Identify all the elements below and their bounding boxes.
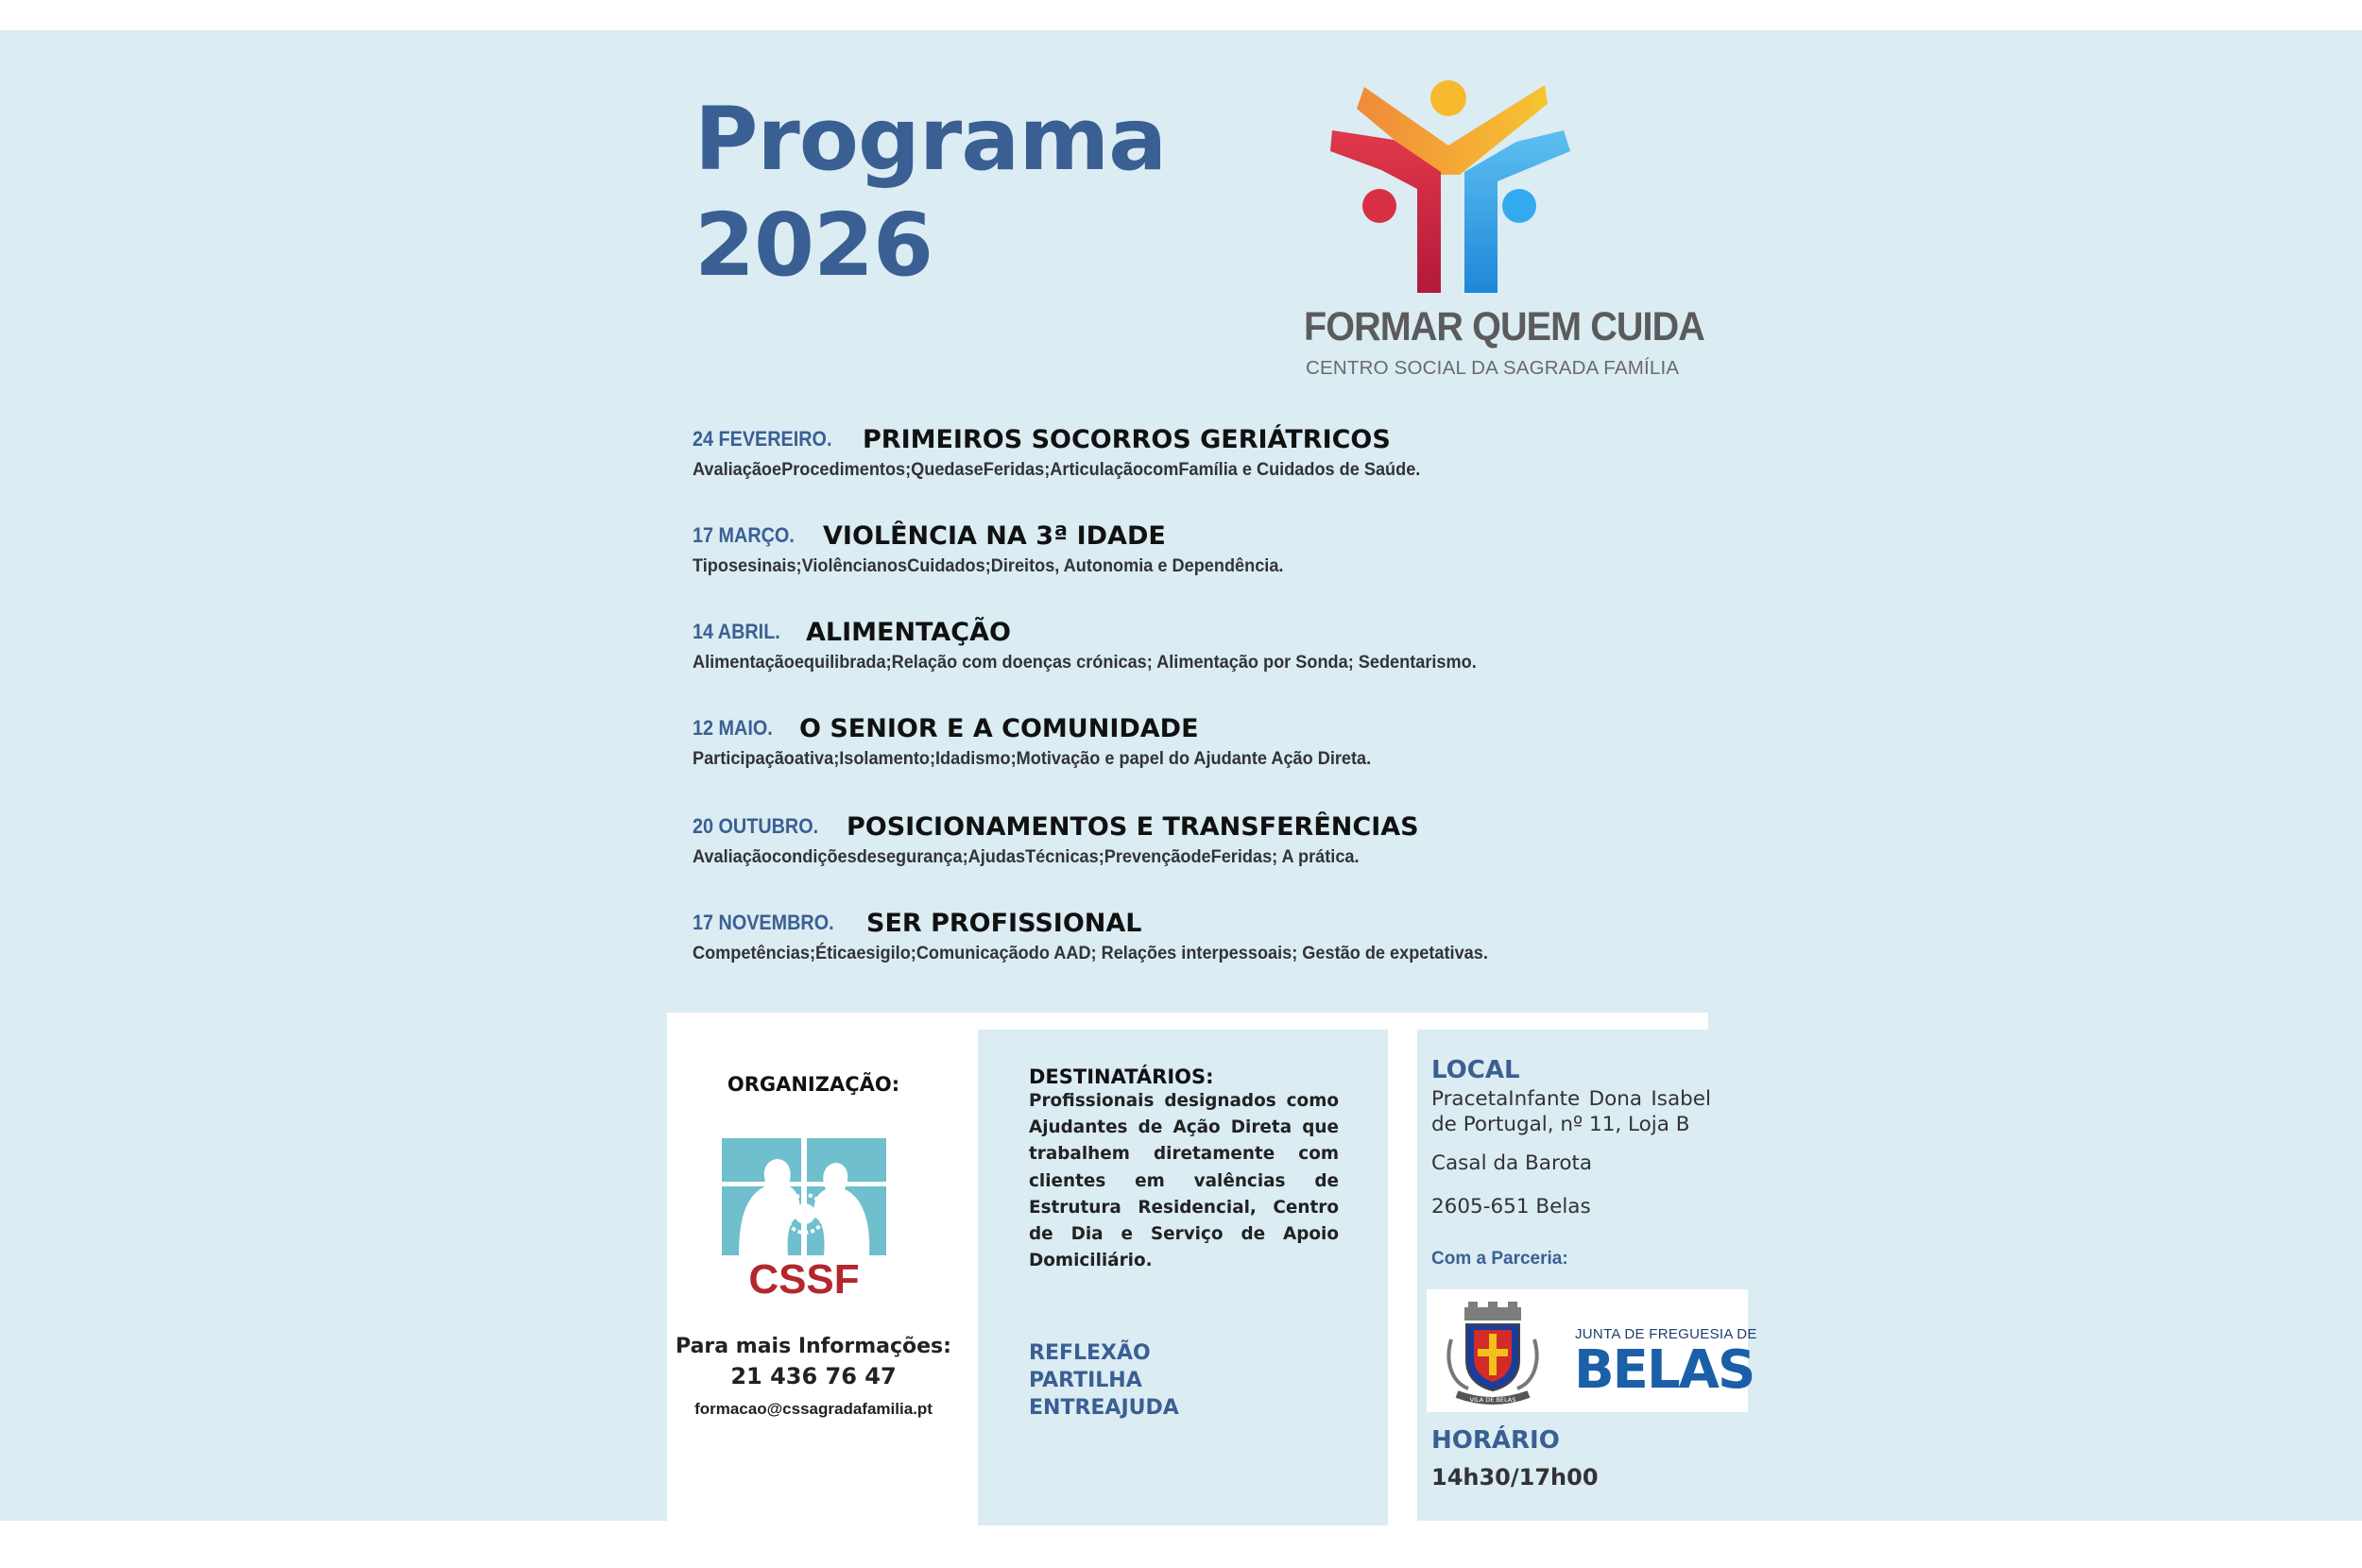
organization-label: ORGANIZAÇÃO: bbox=[727, 1073, 900, 1096]
value-item: REFLEXÃO bbox=[1029, 1341, 1151, 1365]
location-address: PracetaInfante Dona Isabel de Portugal, nº 11, Loja B bbox=[1431, 1087, 1711, 1136]
title-line-2: 2026 bbox=[694, 195, 933, 296]
event-title: ALIMENTAÇÃO bbox=[806, 618, 1011, 647]
event-title: O SENIOR E A COMUNIDADE bbox=[799, 714, 1199, 743]
event-item bbox=[693, 899, 1826, 975]
logo-name: FORMAR QUEM CUIDA bbox=[1304, 304, 1704, 349]
event-date: 14 ABRIL. bbox=[693, 620, 780, 643]
schedule-label: HORÁRIO bbox=[1431, 1426, 1560, 1455]
phone-number[interactable]: 21 436 76 47 bbox=[730, 1363, 897, 1389]
event-item bbox=[693, 416, 1826, 491]
event-date: 12 MAIO. bbox=[693, 716, 773, 740]
schedule-time: 14h30/17h00 bbox=[1431, 1464, 1599, 1491]
email-link[interactable]: formacao@cssagradafamilia.pt bbox=[694, 1400, 933, 1418]
event-date: 20 OUTUBRO. bbox=[693, 814, 819, 838]
value-item: PARTILHA bbox=[1029, 1369, 1142, 1392]
page-title bbox=[694, 87, 1166, 298]
logo-red-head-icon bbox=[1362, 189, 1396, 223]
belas-crest-icon bbox=[1444, 1302, 1542, 1407]
location-area: Casal da Barota bbox=[1431, 1151, 1593, 1175]
event-date: 17 MARÇO. bbox=[693, 523, 795, 547]
event-title: POSICIONAMENTOS E TRANSFERÊNCIAS bbox=[847, 812, 1419, 842]
partner-name-small: JUNTA DE FREGUESIA DE bbox=[1575, 1326, 1757, 1342]
location-label: LOCAL bbox=[1431, 1056, 1520, 1084]
event-item bbox=[693, 512, 1826, 588]
logo-blue-head-icon bbox=[1502, 189, 1536, 223]
location-postcode: 2605-651 Belas bbox=[1431, 1195, 1591, 1219]
logo-head-icon bbox=[1430, 80, 1466, 116]
event-date: 17 NOVEMBRO. bbox=[693, 911, 834, 934]
event-date: 24 FEVEREIRO. bbox=[693, 427, 832, 451]
cssf-logo bbox=[720, 1138, 888, 1299]
event-item bbox=[693, 803, 1826, 878]
cssf-logo-text: CSSF bbox=[748, 1256, 860, 1299]
event-topics: Competências;Éticaesigilo;Comunicaçãodo AAD; Relações interpessoais; Gestão de expetativas. bbox=[693, 943, 1488, 963]
audience-text: Profissionais designados como Ajudantes de Ação Direta que trabalhem diretamente com clientes em valências de Estrutura Residencial, Centro de Dia e Serviço de Apoio Domiciliário. bbox=[1029, 1091, 1339, 1271]
event-topics: Tiposesinais;ViolêncianosCuidados;Direitos, Autonomia e Dependência. bbox=[693, 555, 1284, 576]
more-info-label: Para mais Informações: bbox=[676, 1335, 951, 1358]
partner-name-big: BELAS bbox=[1574, 1339, 1754, 1401]
logo-subtitle: CENTRO SOCIAL DA SAGRADA FAMÍLIA bbox=[1306, 357, 1680, 379]
event-title: PRIMEIROS SOCORROS GERIÁTRICOS bbox=[863, 425, 1391, 454]
event-title: SER PROFISSIONAL bbox=[866, 909, 1142, 938]
event-item bbox=[693, 705, 1826, 780]
crest-motto: VILA DE BELAS bbox=[1469, 1396, 1516, 1404]
event-topics: Alimentaçãoequilibrada;Relação com doenças crónicas; Alimentação por Sonda; Sedentarismo. bbox=[693, 652, 1477, 673]
event-item bbox=[693, 608, 1826, 684]
title-line-1: Programa bbox=[694, 89, 1167, 190]
audience-label: DESTINATÁRIOS: bbox=[1029, 1065, 1214, 1088]
event-title: VIOLÊNCIA NA 3ª IDADE bbox=[823, 521, 1166, 551]
partner-label: Com a Parceria: bbox=[1431, 1249, 1568, 1269]
child-figure-icon bbox=[795, 1203, 815, 1224]
event-topics: Participaçãoativa;Isolamento;Idadismo;Motivação e papel do Ajudante Ação Direta. bbox=[693, 748, 1372, 769]
values-list bbox=[1029, 1339, 1179, 1422]
event-topics: AvaliaçãoeProcedimentos;QuedaseFeridas;ArticulaçãocomFamília e Cuidados de Saúde. bbox=[693, 459, 1421, 480]
event-topics: Avaliaçãocondiçõesdesegurança;AjudasTécnicas;PrevençãodeFeridas; A prática. bbox=[693, 846, 1360, 867]
value-item: ENTREAJUDA bbox=[1029, 1396, 1179, 1420]
